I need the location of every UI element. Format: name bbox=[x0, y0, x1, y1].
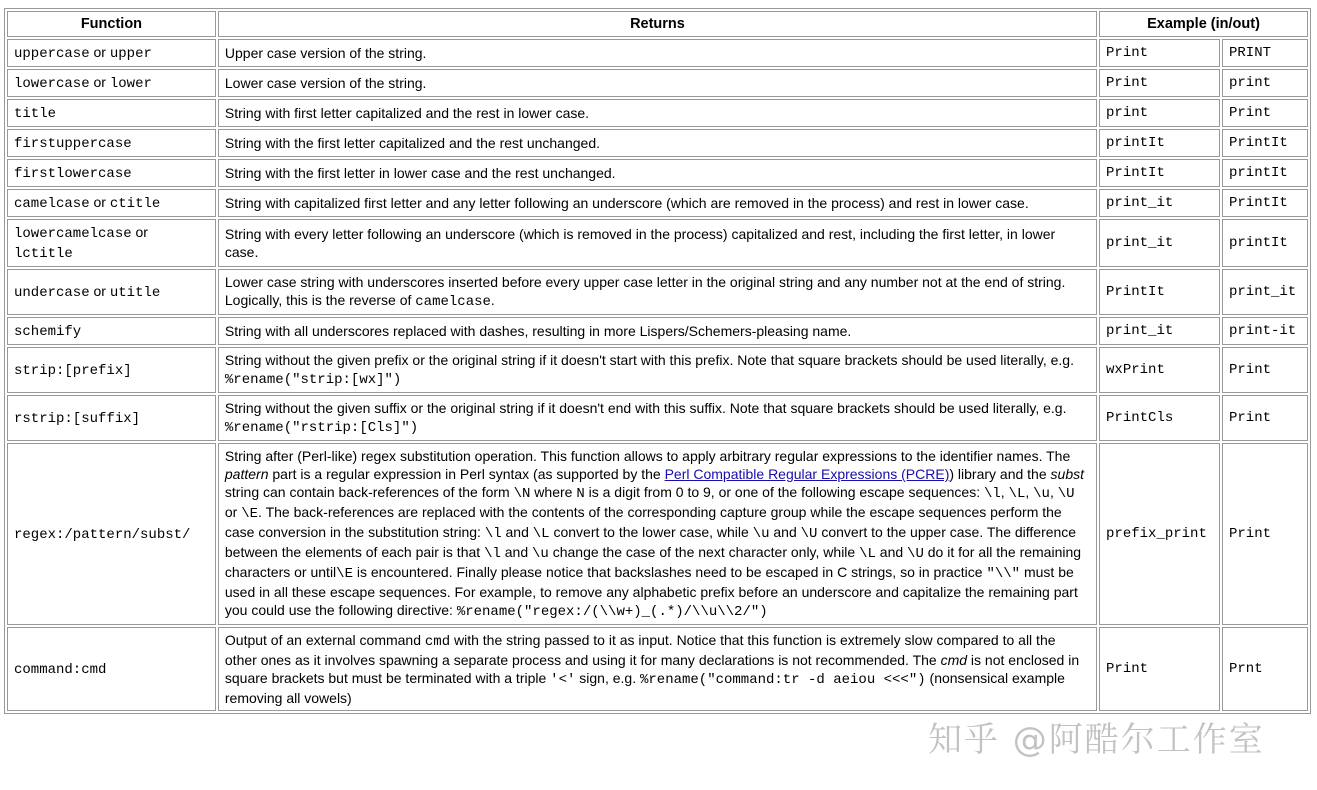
table-row bbox=[7, 69, 1308, 97]
table-row bbox=[7, 99, 1308, 127]
header-returns: Returns bbox=[218, 11, 1097, 37]
example-output: print-it bbox=[1222, 317, 1308, 345]
pcre-link[interactable]: Perl Compatible Regular Expressions (PCRE) bbox=[664, 466, 950, 482]
plain-text: . bbox=[490, 292, 495, 308]
returns-cell bbox=[218, 395, 1097, 441]
returns-cell bbox=[218, 627, 1097, 711]
code-text: %rename("rstrip:[Cls]") bbox=[224, 420, 419, 436]
code-text: strip:[prefix] bbox=[14, 363, 132, 379]
code-text: lower bbox=[109, 76, 152, 92]
example-output: PrintIt bbox=[1222, 189, 1308, 217]
example-output: print bbox=[1222, 69, 1308, 97]
example-input: PrintIt bbox=[1099, 159, 1220, 187]
plain-text: or bbox=[89, 44, 110, 60]
plain-text: string can contain back-references of the form bbox=[224, 484, 514, 500]
code-text: \U bbox=[1057, 486, 1075, 502]
returns-cell bbox=[218, 269, 1097, 315]
example-input: print_it bbox=[1099, 189, 1220, 217]
plain-text: ) library and the bbox=[949, 466, 1051, 482]
returns-cell bbox=[218, 129, 1097, 157]
function-name-cell bbox=[7, 189, 216, 217]
example-input: print bbox=[1099, 99, 1220, 127]
code-text: regex:/pattern/subst/ bbox=[14, 527, 191, 543]
plain-text: convert to the upper case. The difference between the elements of each pair is that bbox=[224, 524, 1077, 560]
code-text: camelcase bbox=[14, 196, 90, 212]
code-text: %rename("regex:/(\\w+)_(.*)/\\u\\2/") bbox=[456, 604, 768, 620]
function-name-cell bbox=[7, 317, 216, 345]
plain-text: Output of an external command bbox=[224, 632, 425, 648]
plain-text: is a digit from 0 to 9, or one of the following escape sequences: bbox=[584, 484, 984, 500]
code-text: \u bbox=[1033, 486, 1050, 502]
table-row bbox=[7, 159, 1308, 187]
plain-text: String with capitalized first letter and any letter following an underscore (which are removed in the process) and rest in lower case. bbox=[224, 195, 1029, 211]
table-row bbox=[7, 189, 1308, 217]
plain-text: (nonsensical example removing all vowels) bbox=[224, 670, 1065, 706]
plain-text: and bbox=[500, 544, 533, 560]
plain-text: String without the given prefix or the original string if it doesn't start with this prefix. Note that square brackets should be used literally, e.g. bbox=[224, 352, 1074, 368]
plain-text: part is a regular expression in Perl syntax (as supported by the bbox=[268, 466, 665, 482]
function-name-cell bbox=[7, 443, 216, 625]
code-text: schemify bbox=[14, 324, 82, 340]
plain-text: and bbox=[501, 524, 533, 540]
plain-text: String with first letter capitalized and the rest in lower case. bbox=[224, 105, 590, 121]
code-text: \U bbox=[800, 526, 818, 542]
code-text: lowercase bbox=[14, 76, 90, 92]
code-text: \L bbox=[532, 526, 550, 542]
code-text: camelcase bbox=[415, 294, 491, 310]
table-row bbox=[7, 129, 1308, 157]
table-row bbox=[7, 317, 1308, 345]
example-input: PrintIt bbox=[1099, 269, 1220, 315]
function-name-cell bbox=[7, 627, 216, 711]
watermark: 知乎 @阿酷尔工作室 bbox=[928, 720, 1265, 760]
returns-cell bbox=[218, 39, 1097, 67]
example-output: PrintIt bbox=[1222, 129, 1308, 157]
code-text: \U bbox=[907, 546, 924, 562]
code-text: \l bbox=[983, 486, 1001, 502]
plain-text: and bbox=[769, 524, 801, 540]
plain-text: , bbox=[1025, 484, 1034, 500]
code-text: title bbox=[14, 106, 57, 122]
code-text: utitle bbox=[109, 285, 161, 301]
code-text: %rename("command:tr -d aeiou <<<") bbox=[639, 672, 926, 688]
example-output: Print bbox=[1222, 443, 1308, 625]
code-text: upper bbox=[109, 46, 152, 62]
function-name-cell bbox=[7, 99, 216, 127]
function-name-cell bbox=[7, 129, 216, 157]
table-body bbox=[7, 39, 1308, 711]
plain-text: with the string passed to it as input. Notice that this function is extremely slow compared to all the other ones as it involves spawning a separate process and using it for many declarations is not recommended. The bbox=[224, 632, 1056, 668]
example-input: Print bbox=[1099, 627, 1220, 711]
functions-table bbox=[4, 8, 1311, 714]
function-name-cell bbox=[7, 219, 216, 267]
plain-text: Lower case version of the string. bbox=[224, 75, 427, 91]
plain-text: sign, e.g. bbox=[575, 670, 640, 686]
plain-text: , bbox=[1049, 484, 1058, 500]
code-text: \l bbox=[484, 526, 502, 542]
table-row bbox=[7, 443, 1308, 625]
emphasis-text: pattern bbox=[224, 466, 269, 482]
function-name-cell bbox=[7, 69, 216, 97]
function-name-cell bbox=[7, 39, 216, 67]
plain-text: where bbox=[530, 484, 577, 500]
example-output: print_it bbox=[1222, 269, 1308, 315]
plain-text: . The back-references are replaced with the contents of the corresponding capture group while the escape sequences perform the case conversion in the substitution string: bbox=[224, 504, 1062, 540]
table-row bbox=[7, 347, 1308, 393]
plain-text: Upper case version of the string. bbox=[224, 45, 427, 61]
code-text: lowercamelcase bbox=[14, 226, 132, 242]
code-text: "\\" bbox=[986, 566, 1021, 582]
plain-text: or bbox=[89, 74, 110, 90]
returns-cell bbox=[218, 99, 1097, 127]
plain-text: is encountered. Finally please notice that backslashes need to be escaped in C strings, so in practice bbox=[352, 564, 987, 580]
plain-text: is not enclosed in square brackets but must be terminated with a triple bbox=[224, 652, 1080, 686]
function-name-cell bbox=[7, 159, 216, 187]
code-text: \N bbox=[513, 486, 531, 502]
code-text: \l bbox=[484, 546, 501, 562]
returns-cell bbox=[218, 317, 1097, 345]
function-name-cell bbox=[7, 395, 216, 441]
plain-text: change the case of the next character only, while bbox=[548, 544, 860, 560]
function-name-cell bbox=[7, 269, 216, 315]
code-text: firstlowercase bbox=[14, 166, 132, 182]
code-text: lctitle bbox=[14, 246, 73, 262]
example-input: Print bbox=[1099, 39, 1220, 67]
header-function: Function bbox=[7, 11, 216, 37]
example-input: Print bbox=[1099, 69, 1220, 97]
returns-cell bbox=[218, 159, 1097, 187]
returns-cell bbox=[218, 69, 1097, 97]
returns-cell bbox=[218, 219, 1097, 267]
example-output: Print bbox=[1222, 395, 1308, 441]
plain-text: String after (Perl-like) regex substitution operation. This function allows to apply arbitrary regular expressions to the identifier names. The bbox=[224, 448, 1071, 464]
code-text: \L bbox=[859, 546, 876, 562]
example-output: printIt bbox=[1222, 159, 1308, 187]
example-output: Print bbox=[1222, 347, 1308, 393]
code-text: \E bbox=[336, 566, 353, 582]
plain-text: convert to the lower case, while bbox=[549, 524, 753, 540]
code-text: \E bbox=[241, 506, 259, 522]
code-text: '<' bbox=[550, 672, 576, 688]
header-row bbox=[7, 11, 1308, 37]
function-name-cell bbox=[7, 347, 216, 393]
header-example: Example (in/out) bbox=[1099, 11, 1308, 37]
code-text: %rename("strip:[wx]") bbox=[224, 372, 402, 388]
plain-text: Lower case string with underscores inserted before every upper case letter in the original string and any number not at the end of string. Logically, this is the reverse of bbox=[224, 274, 1066, 308]
code-text: firstuppercase bbox=[14, 136, 132, 152]
table-row bbox=[7, 627, 1308, 711]
code-text: ctitle bbox=[109, 196, 161, 212]
emphasis-text: subst bbox=[1050, 466, 1084, 482]
code-text: \u bbox=[532, 546, 549, 562]
example-input: print_it bbox=[1099, 317, 1220, 345]
returns-cell bbox=[218, 189, 1097, 217]
table-row bbox=[7, 39, 1308, 67]
plain-text: or bbox=[89, 194, 110, 210]
example-input: printIt bbox=[1099, 129, 1220, 157]
emphasis-text: cmd bbox=[940, 652, 968, 668]
example-output: Prnt bbox=[1222, 627, 1308, 711]
plain-text: String with the first letter in lower case and the rest unchanged. bbox=[224, 165, 616, 181]
example-output: printIt bbox=[1222, 219, 1308, 267]
code-text: \u bbox=[752, 526, 770, 542]
plain-text: or bbox=[131, 224, 148, 240]
plain-text: String with the first letter capitalized and the rest unchanged. bbox=[224, 135, 600, 151]
plain-text: do it for all the remaining characters or until bbox=[224, 544, 1082, 580]
code-text: undercase bbox=[14, 285, 90, 301]
code-text: cmd bbox=[424, 634, 451, 650]
code-text: \L bbox=[1008, 486, 1026, 502]
example-output: PRINT bbox=[1222, 39, 1308, 67]
table-row bbox=[7, 219, 1308, 267]
code-text: rstrip:[suffix] bbox=[14, 411, 141, 427]
code-text: N bbox=[576, 486, 585, 502]
code-text: uppercase bbox=[14, 46, 90, 62]
plain-text: must be used in all these escape sequences. For example, to remove any alphabetic prefix before an underscore and capitalize the remaining part you could use the following directive: bbox=[224, 564, 1078, 618]
plain-text: String with every letter following an underscore (which is removed in the process) capitalized and rest, including the first letter, in lower case. bbox=[224, 226, 1056, 260]
plain-text: , bbox=[1000, 484, 1009, 500]
plain-text: or bbox=[224, 504, 242, 520]
code-text: command:cmd bbox=[14, 662, 107, 678]
example-input: print_it bbox=[1099, 219, 1220, 267]
table-row bbox=[7, 269, 1308, 315]
example-input: prefix_print bbox=[1099, 443, 1220, 625]
example-output: Print bbox=[1222, 99, 1308, 127]
plain-text: String with all underscores replaced with dashes, resulting in more Lispers/Schemers-pleasing name. bbox=[224, 323, 852, 339]
returns-cell bbox=[218, 347, 1097, 393]
returns-cell bbox=[218, 443, 1097, 625]
example-input: PrintCls bbox=[1099, 395, 1220, 441]
plain-text: and bbox=[875, 544, 908, 560]
table-row bbox=[7, 395, 1308, 441]
plain-text: String without the given suffix or the original string if it doesn't end with this suffix. Note that square brackets should be used literally, e.g. bbox=[224, 400, 1067, 416]
plain-text: or bbox=[89, 283, 110, 299]
example-input: wxPrint bbox=[1099, 347, 1220, 393]
